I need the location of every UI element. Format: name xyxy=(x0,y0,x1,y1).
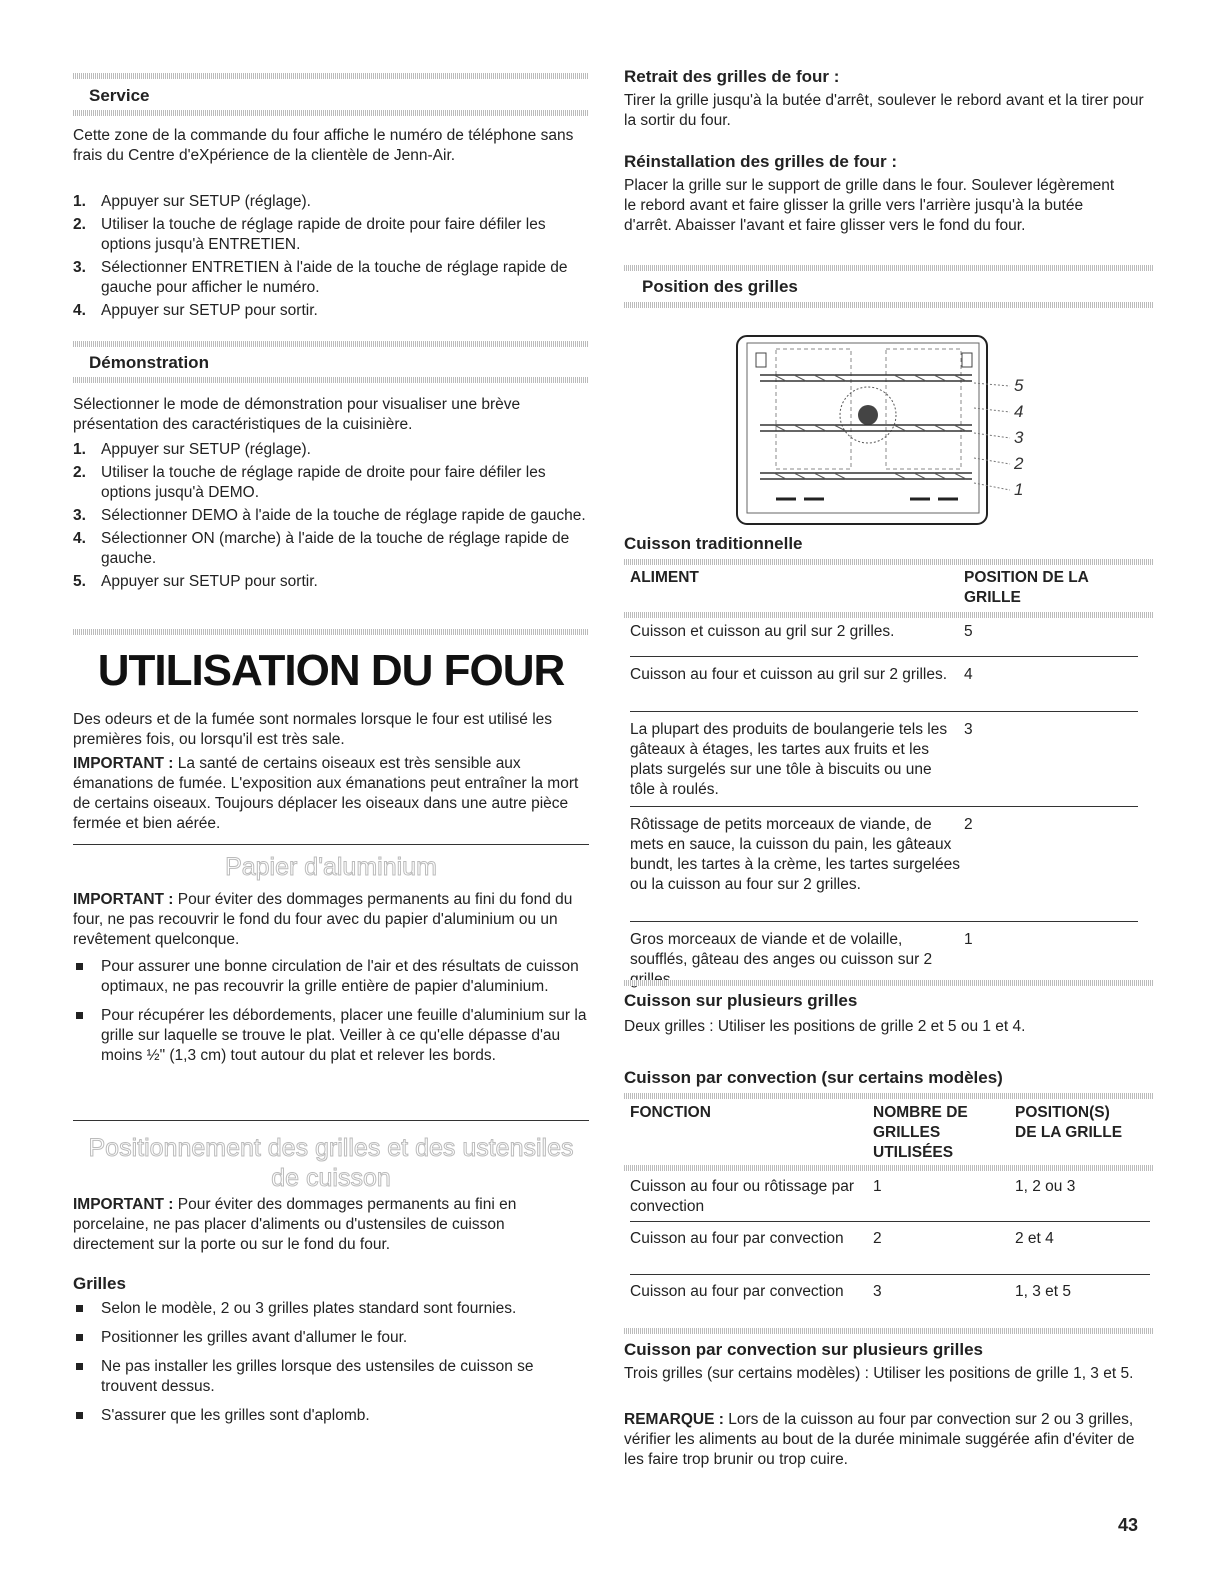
positionnement-important: IMPORTANT : Pour éviter des dommages permanents au fini en porcelaine, ne pas placer d'aliments ou d'ustensiles de cuisson directement sur la porte ou sur le fond du four. xyxy=(73,1196,517,1253)
page-number: 43 xyxy=(1118,1515,1139,1535)
oven-rack-illustration xyxy=(734,333,1054,528)
list-item: Positionner les grilles avant d'allumer le four. xyxy=(73,1328,589,1348)
divider xyxy=(73,110,589,116)
reinstall-text: Placer la grille sur le support de grille dans le four. Soulever légèrement le rebord avant et faire glisser la grille vers l'arrière jusqu'à la butée d'arrêt. Abaisser l'avant et faire glisser vers le fond du four. xyxy=(624,177,1115,234)
alu-important: IMPORTANT : Pour éviter des dommages permanents au fini du fond du four, ne pas recouvrir le fond du four avec du papier d'aluminium ou un revêtement quelconque. xyxy=(73,891,573,948)
plusieurs-heading: Cuisson sur plusieurs grilles xyxy=(624,991,858,1010)
divider xyxy=(624,302,1154,308)
list-item: 3. Sélectionner DEMO à l'aide de la touche de réglage rapide de gauche. xyxy=(73,507,586,524)
alu-heading: Papier d'aluminium xyxy=(225,853,437,881)
traditionnelle-heading: Cuisson traditionnelle xyxy=(624,534,803,553)
divider xyxy=(624,265,1154,271)
grilles-bullets xyxy=(73,1299,589,1435)
table-row: Gros morceaux de viande et de volaille, soufflés, gâteau des anges ou cuisson sur 2 1 xyxy=(630,931,973,968)
list-item: Ne pas installer les grilles lorsque des ustensiles de cuisson se trouvent dessus. xyxy=(73,1357,589,1397)
col-position-header: POSITION DE LA GRILLE xyxy=(964,569,1089,606)
demo-steps xyxy=(73,440,589,595)
conv-plusieurs-heading: Cuisson par convection sur plusieurs grilles xyxy=(624,1340,983,1359)
col-fonction-header: FONCTION xyxy=(630,1104,711,1121)
table-row: Cuisson au four par convection 3 1, 3 et 5 xyxy=(630,1283,1072,1300)
reinstall-heading: Réinstallation des grilles de four : xyxy=(624,152,897,171)
list-item: 4. Appuyer sur SETUP pour sortir. xyxy=(73,302,318,319)
traditionnelle-table xyxy=(630,622,1138,990)
remarque-text: REMARQUE : Lors de la cuisson au four par convection sur 2 ou 3 grilles, vérifier les aliments au bout de la durée minimale suggérée afin d'éviter de les faire trop brunir ou trop cuire. xyxy=(624,1411,1135,1468)
table-row: La plupart des produits de boulangerie tels les gâteaux à étages, les tartes aux fruits et les plats surgelés sur une tôle à biscuits ou une tôle à roulés. 3 xyxy=(630,721,973,798)
divider xyxy=(624,559,1154,565)
list-item: 2. Utiliser la touche de réglage rapide de droite pour faire défiler les options jusqu'à ENTRETIEN. xyxy=(73,216,546,253)
divider xyxy=(73,1120,589,1121)
col-positions-header: POSITION(S) DE LA GRILLE xyxy=(1015,1104,1123,1141)
table-row: Rôtissage de petits morceaux de viande, de mets en sauce, la cuisson du pain, les gâteaux bundt, les tartes à la crème, les tartes surgelées ou la cuisson au four sur 2 grilles. 2 xyxy=(630,816,973,893)
divider xyxy=(73,377,589,383)
retrait-heading: Retrait des grilles de four : xyxy=(624,67,840,86)
divider xyxy=(624,612,1154,618)
table-row: Cuisson au four ou rôtissage par convection 1 1, 2 ou 3 xyxy=(630,1178,1076,1215)
rack-label-5: 5 xyxy=(1014,376,1024,395)
rack-label-1: 1 xyxy=(1014,480,1024,499)
list-item: 3. Sélectionner ENTRETIEN à l'aide de la touche de réglage rapide de gauche pour afficher le numéro. xyxy=(73,259,568,296)
list-item: 5. Appuyer sur SETUP pour sortir. xyxy=(73,573,318,590)
position-heading: Position des grilles xyxy=(642,277,798,296)
divider xyxy=(73,844,589,845)
convection-table xyxy=(630,1177,1150,1325)
list-item: S'assurer que les grilles sont d'aplomb. xyxy=(73,1406,589,1426)
table-row: Cuisson et cuisson au gril sur 2 grilles. 5 xyxy=(630,623,973,640)
table-row: Cuisson au four et cuisson au gril sur 2 grilles. 4 xyxy=(630,666,973,683)
list-item: 2. Utiliser la touche de réglage rapide de droite pour faire défiler les options jusqu'à DEMO. xyxy=(73,464,546,501)
divider xyxy=(624,1328,1154,1334)
divider xyxy=(73,73,589,79)
alu-bullets xyxy=(73,957,589,1075)
list-item: Selon le modèle, 2 ou 3 grilles plates standard sont fournies. xyxy=(73,1299,589,1319)
positionnement-heading: Positionnement des grilles et des ustensiles de cuisson xyxy=(88,1134,574,1192)
list-item: 1. Appuyer sur SETUP (réglage). xyxy=(73,193,311,210)
convection-heading: Cuisson par convection (sur certains modèles) xyxy=(624,1068,1003,1087)
divider xyxy=(624,1165,1154,1171)
col-aliment-header: ALIMENT xyxy=(630,569,699,586)
rack-label-3: 3 xyxy=(1014,428,1024,447)
rack-label-4: 4 xyxy=(1014,402,1024,421)
service-steps xyxy=(73,192,589,324)
divider xyxy=(624,980,1154,986)
col-nombre-header: NOMBRE DE GRILLES UTILISÉES xyxy=(873,1104,968,1161)
service-heading: Service xyxy=(89,86,150,105)
demo-intro: Sélectionner le mode de démonstration pour visualiser une brève présentation des caractéristiques de la cuisinière. xyxy=(73,396,521,433)
utilisation-important: IMPORTANT : La santé de certains oiseaux est très sensible aux émanations de fumée. L'exposition aux émanations peut entraîner la mort de certains oiseaux. Toujours déplacer les oiseaux dans une autre pièce fermée et bien aérée. xyxy=(73,755,579,832)
grilles-heading: Grilles xyxy=(73,1274,126,1293)
list-item: 4. Sélectionner ON (marche) à l'aide de la touche de réglage rapide de gauche. xyxy=(73,530,570,567)
table-row: Cuisson au four par convection 2 2 et 4 xyxy=(630,1230,1054,1247)
rack-label-2: 2 xyxy=(1014,454,1024,473)
demo-heading: Démonstration xyxy=(89,353,209,372)
divider xyxy=(624,1093,1154,1099)
plusieurs-text: Deux grilles : Utiliser les positions de grille 2 et 5 ou 1 et 4. xyxy=(624,1018,1026,1035)
divider xyxy=(73,341,589,347)
list-item: Pour récupérer les débordements, placer une feuille d'aluminium sur la grille sur laquelle se trouve le plat. Veiller à ce qu'elle dépasse d'au moins ½" (1,3 cm) tout autour du plat et relever les bords. xyxy=(73,1006,589,1066)
conv-plusieurs-text: Trois grilles (sur certains modèles) : Utiliser les positions de grille 1, 3 et 5. xyxy=(624,1365,1134,1382)
list-item: Pour assurer une bonne circulation de l'air et des résultats de cuisson optimaux, ne pas recouvrir la grille entière de papier d'aluminium. xyxy=(73,957,589,997)
list-item: 1. Appuyer sur SETUP (réglage). xyxy=(73,441,311,458)
service-intro: Cette zone de la commande du four affiche le numéro de téléphone sans frais du Centre d'eXpérience de la clientèle de Jenn-Air. xyxy=(73,127,574,164)
page-title: UTILISATION DU FOUR xyxy=(97,646,565,695)
utilisation-paragraph: Des odeurs et de la fumée sont normales lorsque le four est utilisé les premières fois, ou lorsqu'il est très sale. xyxy=(73,711,553,748)
divider xyxy=(73,629,589,635)
retrait-text: Tirer la grille jusqu'à la butée d'arrêt, soulever le rebord avant et la tirer pour la sortir du four. xyxy=(624,92,1144,129)
